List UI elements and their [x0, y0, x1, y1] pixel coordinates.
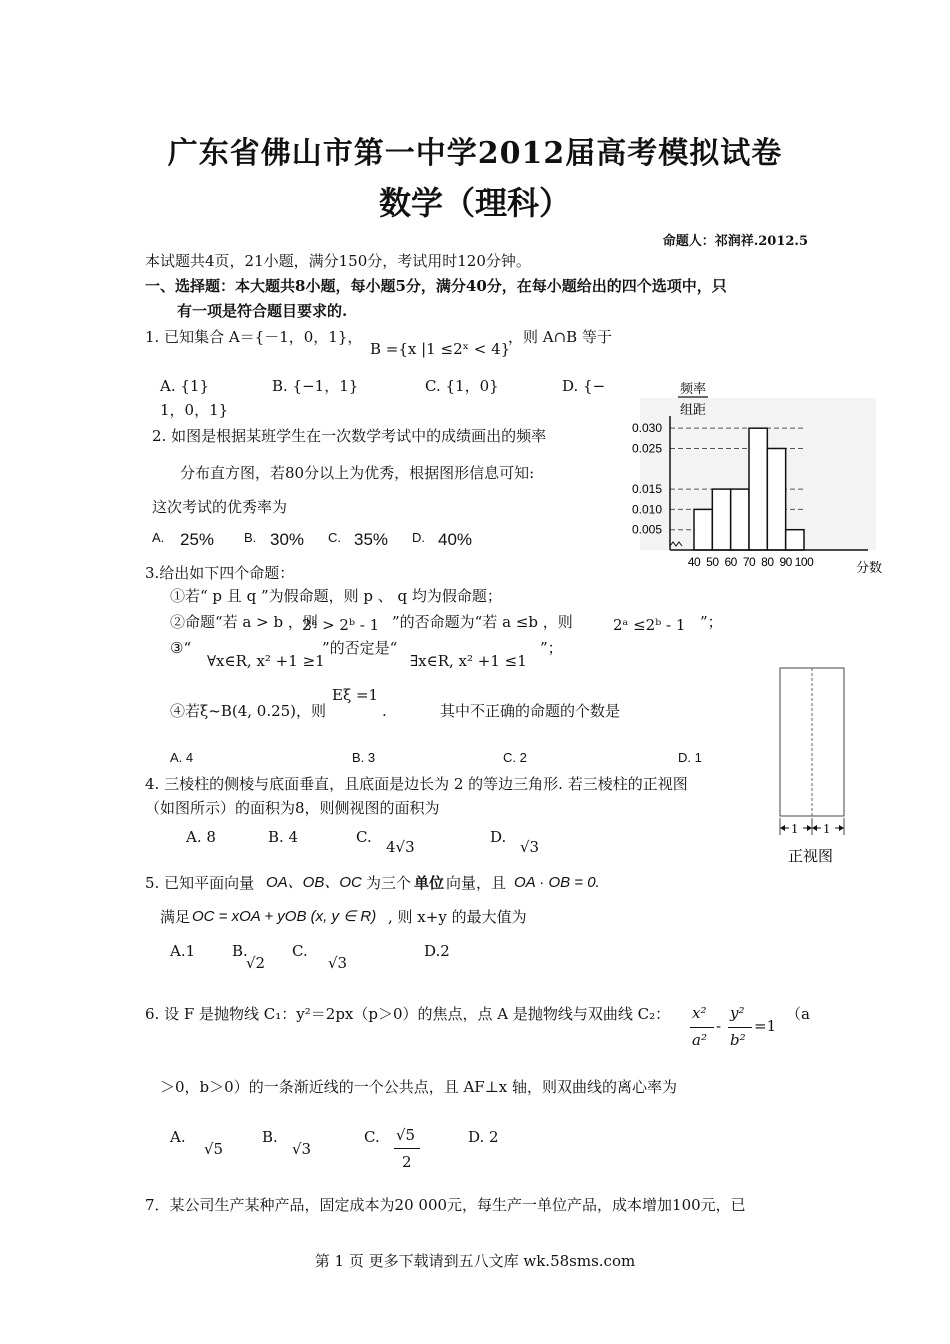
q3-prop4c: .	[382, 702, 387, 720]
q2-line1: 2. 如图是根据某班学生在一次数学考试中的成绩画出的频率	[152, 427, 547, 445]
q4-option-a: A. 8	[186, 828, 216, 846]
section1-line2: 有一项是符合题目要求的.	[177, 302, 348, 320]
q3-option-b: B. 3	[352, 750, 376, 765]
q6-option-c-bar	[394, 1148, 420, 1149]
q5-vectors: OA、OB、OC	[266, 874, 362, 891]
section1-line1: 一、选择题：本大题共8小题，每小题5分，满分40分，在每小题给出的四个选项中，只	[145, 277, 727, 295]
y-tick-label: 0.010	[632, 502, 663, 517]
y-label-bottom: 组距	[680, 402, 707, 417]
x-tick-label: 70	[742, 555, 756, 569]
q6-frac1-bar	[690, 1027, 714, 1028]
dim-label-left: 1	[791, 822, 798, 837]
q5-line2a: 满足	[160, 908, 191, 926]
q2-option-c: 35%	[354, 530, 389, 549]
q3-prop2a: ②命题“若 a > b ，则	[170, 613, 318, 631]
exam-subtitle: 数学（理科）	[378, 184, 571, 222]
q3-prop3e: ”；	[540, 639, 563, 657]
y-tick-label: 0.015	[632, 482, 663, 497]
q3-prop3c: ”的否定是“	[322, 639, 398, 657]
q2-option-d: 40%	[438, 530, 473, 549]
q4-option-b: B. 4	[268, 828, 299, 846]
q3-option-d: D. 1	[678, 750, 702, 765]
q1-option-d: D. {−	[562, 377, 606, 395]
histogram-bar	[694, 509, 712, 550]
y-tick-label: 0.025	[632, 441, 663, 456]
intro-text: 本试题共4页，21小题，满分150分，考试用时120分钟。	[145, 252, 531, 270]
q3-prop3d: ∃x∈R, x² +1 ≤1	[410, 652, 527, 670]
q4-line1: 4. 三棱柱的侧棱与底面垂直，且底面是边长为 2 的等边三角形. 若三棱柱的正视图	[145, 775, 688, 793]
dim-arrow-left-icon	[780, 825, 785, 831]
q3-prop4b: Eξ =1	[332, 686, 379, 704]
front-view-caption: 正视图	[788, 847, 834, 865]
q4-option-d: D.	[490, 828, 507, 846]
q6-option-d: D. 2	[468, 1128, 499, 1146]
q5-dot-product: OA · OB = 0.	[514, 874, 600, 891]
dim-label-right: 1	[823, 822, 830, 837]
q6-frac2-den: b²	[730, 1031, 746, 1049]
y-tick-label: 0.030	[632, 421, 663, 436]
q5-option-b-value: √2	[246, 954, 266, 972]
q6-option-a-value: √5	[204, 1140, 224, 1158]
q5-line1c: 为三个	[366, 874, 412, 892]
x-tick-label: 100	[794, 555, 814, 569]
q4-option-d-value: √3	[520, 838, 540, 856]
q6-frac1-den: a²	[692, 1031, 707, 1049]
q2-option-c-letter: C.	[328, 530, 341, 545]
author-line: 命题人：祁润祥.2012.5	[662, 234, 808, 249]
q3-prop3b: ∀x∈R, x² +1 ≥1	[207, 652, 325, 670]
q5-line2c: , 则 x+y 的最大值为	[388, 908, 527, 926]
q5-unit-word: 单位	[414, 874, 445, 892]
q2-option-d-letter: D.	[412, 530, 425, 545]
q5-line1e: 向量，且	[446, 874, 507, 892]
q5-option-c-value: √3	[328, 954, 348, 972]
q4-option-c-value: 4√3	[386, 838, 415, 856]
q6-option-b: B.	[262, 1128, 278, 1146]
frequency-histogram	[628, 376, 890, 576]
q3-stem: 3.给出如下四个命题：	[145, 564, 295, 582]
q3-prop3a: ③“	[170, 639, 192, 657]
histogram-bar	[786, 530, 804, 550]
dim-arrow-right-icon	[839, 825, 844, 831]
q6-minus: -	[716, 1017, 722, 1035]
x-tick-label: 60	[724, 555, 737, 569]
q5-option-a: A.1	[170, 942, 196, 960]
q3-prop2e: ”；	[700, 613, 723, 631]
q5-line1a: 5. 已知平面向量	[145, 874, 255, 892]
q3-prop4d: 其中不正确的命题的个数是	[440, 702, 621, 720]
q2-option-b-letter: B.	[244, 530, 257, 545]
y-tick-label: 0.005	[632, 522, 663, 537]
dim-arrow-mid-left-icon	[807, 825, 812, 831]
q6-equals-one: =1	[754, 1017, 777, 1035]
q5-option-d: D.2	[424, 942, 450, 960]
q3-prop2d: 2ᵃ ≤2ᵇ - 1	[613, 616, 686, 634]
histogram-bar	[749, 428, 767, 550]
q3-prop1: ①若“ p 且 q ”为假命题，则 p 、 q 均为假命题；	[170, 587, 502, 605]
q5-option-c: C.	[292, 942, 308, 960]
q3-option-a: A. 4	[170, 750, 194, 765]
q4-line2: （如图所示）的面积为8，则侧视图的面积为	[145, 799, 440, 817]
q1-stem: 1. 已知集合 A＝{－1，0，1}，	[145, 328, 363, 346]
dim-arrow-mid-right-icon	[812, 825, 817, 831]
q6-line2: ＞0，b＞0）的一条渐近线的一个公共点，且 AF⊥x 轴，则双曲线的离心率为	[160, 1078, 678, 1096]
q3-prop2b: 2ᵃ > 2ᵇ - 1	[302, 616, 380, 634]
q6-line1b: （a	[786, 1005, 810, 1023]
q4-option-c: C.	[356, 828, 372, 846]
q5-option-b: B.	[232, 942, 248, 960]
q6-option-c-num: √5	[396, 1126, 416, 1144]
q1-option-d-cont: 1，0，1}	[160, 401, 229, 419]
q6-option-c: C.	[364, 1128, 380, 1146]
q7-line1: 7．某公司生产某种产品，固定成本为20 000元，每生产一单位产品，成本增加100元，已	[145, 1196, 746, 1214]
q2-line3: 这次考试的优秀率为	[152, 498, 288, 516]
q5-oc-expression: OC = xOA + yOB (x, y ∈ R)	[192, 908, 377, 925]
x-tick-label: 40	[687, 555, 701, 569]
histogram-bar	[731, 489, 749, 550]
q6-option-c-den: 2	[402, 1153, 412, 1171]
q1-option-b: B. {−1，1}	[272, 377, 359, 395]
q3-prop2c: ”的否命题为“若 a ≤b ，则	[392, 613, 573, 631]
q3-prop4a: ④若ξ~B(4, 0.25)，则	[170, 702, 327, 720]
q1-set-b: B ={x |1 ≤2ˣ < 4}	[370, 340, 511, 358]
front-view-figure	[770, 665, 860, 875]
histogram-bar	[767, 448, 785, 550]
q6-option-b-value: √3	[292, 1140, 312, 1158]
x-tick-label: 80	[761, 555, 774, 569]
q6-frac2-num: y²	[730, 1004, 745, 1022]
q2-line2: 分布直方图，若80分以上为优秀，根据图形信息可知:	[180, 464, 535, 482]
y-label-top: 频率	[680, 381, 707, 396]
histogram-bar	[712, 489, 730, 550]
q3-option-c: C. 2	[503, 750, 527, 765]
q2-option-a: 25%	[180, 530, 215, 549]
exam-title: 广东省佛山市第一中学2012届高考模拟试卷	[167, 136, 783, 171]
q6-line1a: 6. 设 F 是抛物线 C₁：y²＝2px（p＞0）的焦点，点 A 是抛物线与双曲线 C₂：	[145, 1005, 671, 1023]
q6-option-a: A.	[170, 1128, 186, 1146]
q2-option-a-letter: A.	[152, 530, 165, 545]
q6-frac1-num: x²	[692, 1004, 707, 1022]
q1-option-c: C. {1，0}	[425, 377, 499, 395]
x-tick-label: 50	[706, 555, 719, 569]
q2-option-b: 30%	[270, 530, 305, 549]
q1-stem-end: ，则 A∩B 等于	[508, 328, 612, 346]
x-axis-label: 分数	[856, 560, 883, 575]
x-tick-label: 90	[779, 555, 792, 569]
page-footer: 第 1 页 更多下载请到五八文库 wk.58sms.com	[314, 1252, 636, 1270]
q1-option-a: A. {1}	[160, 377, 209, 395]
q6-frac2-bar	[728, 1027, 752, 1028]
